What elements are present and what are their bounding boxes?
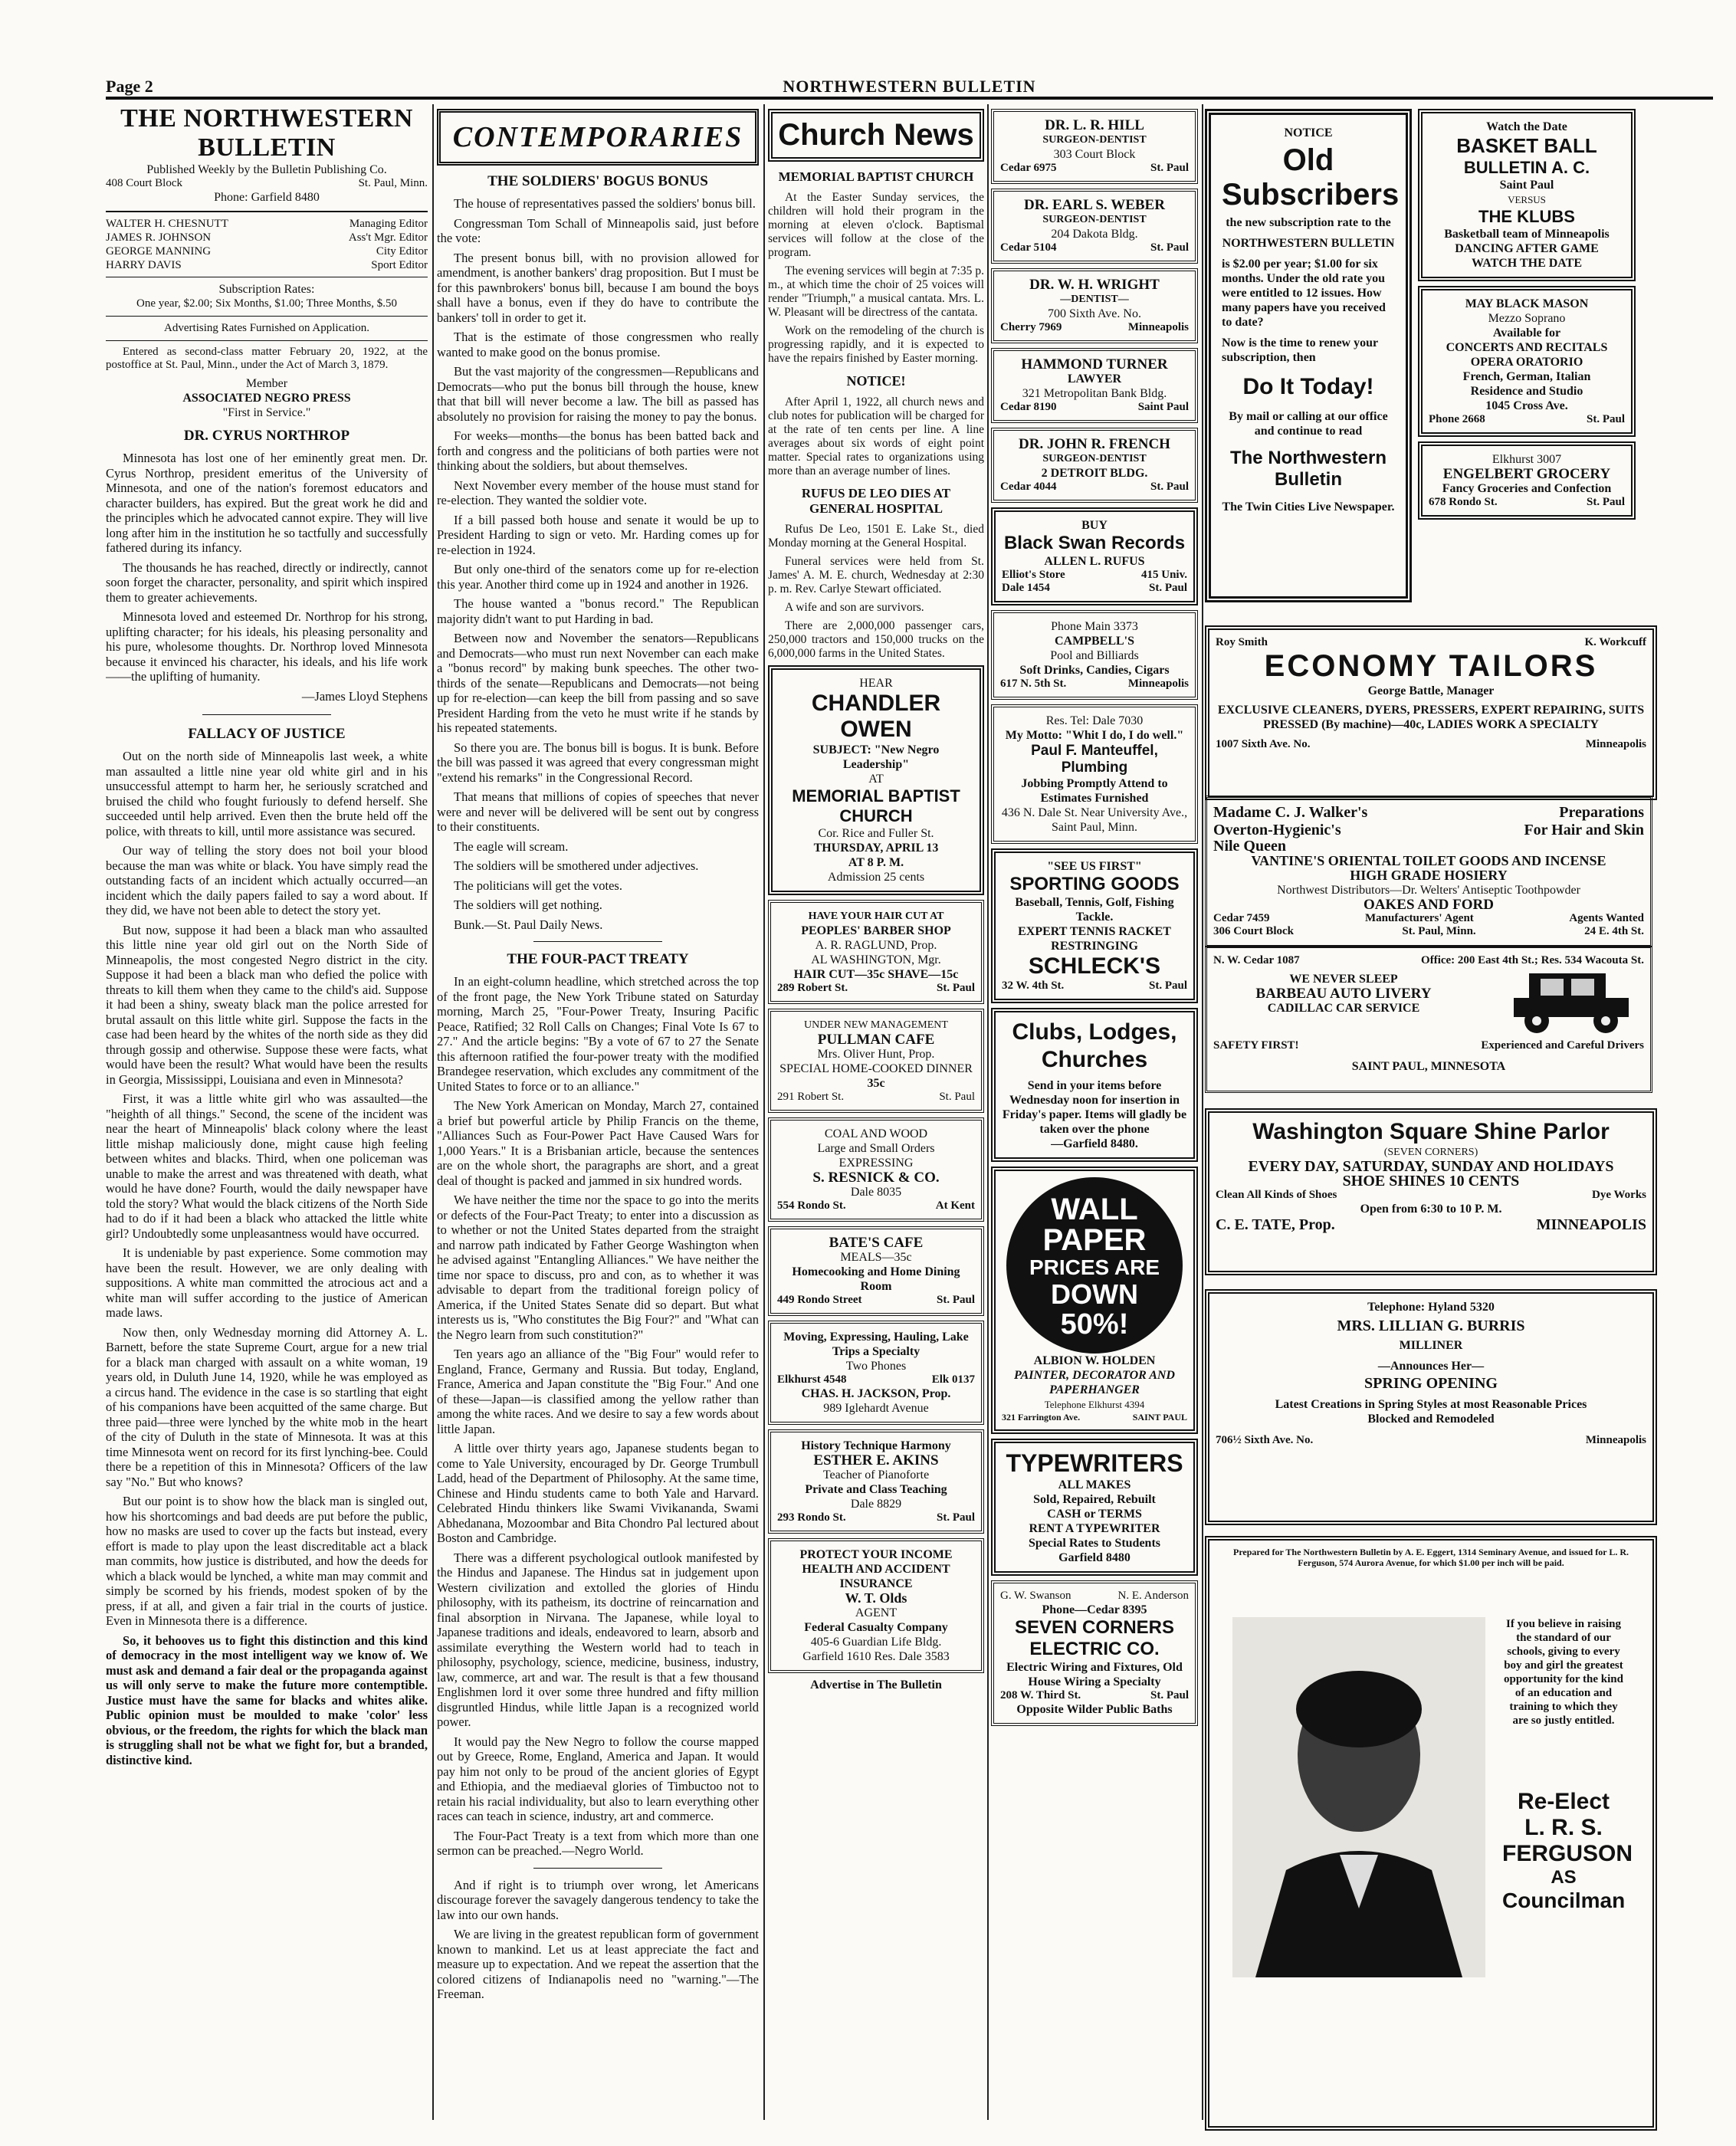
member-label: Member [245,377,288,390]
article-paragraph: But now, suppose it had been a black man who assaulted this little nine year old girl out on the North Side of Minneapolis, the most congested Negro district in the city. Suppose it had been a black man who defied the police with threats to kill them when they came to the child's aid. Suppose it had been a shiny, sweaty black man the police arrested for brutal assault on this little white girl. Suppose the facts in the case had been heard by the whites of the north side as they did through gossip and otherwise. Suppose these were facts, what would have been the result? What would have been the results in Georgia, Mississippi, Louisiana and even in Minnesota? [106,922,428,1087]
article-paragraph: We are living in the greatest republican form of government known to mankind. Let us at least appreciate the fact and measure up to expectation. And we repeat the assertion that the colored citizens of Indianapolis need no "warning."—The Freeman. [437,1927,759,2001]
masthead-title: THE NORTHWESTERN BULLETIN [120,104,413,162]
ad-typewriters: TYPEWRITERS ALL MAKES Sold, Repaired, Rebuilt CASH or TERMS RENT A TYPEWRITER Special Rates to Students Garfield 8480 [991,1439,1198,1576]
ad-wall-paper: WALL PAPER PRICES ARE DOWN 50%! ALBION W. HOLDEN PAINTER, DECORATOR AND PAPERHANGER Telephone Elkhurst 4394 321 Farrington Ave. SAINT PAUL [991,1167,1198,1434]
article-paragraph: At the Easter Sunday services, the children will hold their program in the morning at eleven o'clock. Baptismal services will follow at the close of the program. [768,191,984,259]
ad-engelbert-grocery: Elkhurst 3007 ENGELBERT GROCERY Fancy Groceries and Confection 678 Rondo St. St. Paul [1418,441,1636,520]
article-paragraph: Rufus De Leo, 1501 E. Lake St., died Monday morning at the General Hospital. [768,523,984,550]
automobile-icon [1506,967,1636,1036]
article-paragraph: It would pay the New Negro to follow the course mapped out by Greece, Rome, England, America and Japan. It would pay him not only to be proud of the ancient glories of Egypt and Ethiopia, and the mediaeval glories of Timbuctoo not to retain his racial individuality, but also to learn everything other races can teach in science, industry, art and commerce. [437,1734,759,1823]
article-paragraph: Now then, only Wednesday morning did Attorney A. L. Barnett, before the state Supreme Court, argue for a new trial for a black man charged with assault on a white woman, 19 years old, in Duluth June 14, 1920, while he was employed as a circus hand. The evidence in the case is so startling that eight of his companions have been acquitted of the same charge. But three paid—three were lynched by the white mob in the heart of the city of Duluth in the state of Minnesota. It was at this time Minnesota went on record for its first lynching-bee. Could there be a repetition of this in Minnesota? Officers of the law say "No." But who knows? [106,1324,428,1489]
ad-olds-insurance: PROTECT YOUR INCOME HEALTH AND ACCIDENT INSURANCE W. T. Olds AGENT Federal Casualty Company 405-6 Guardian Life Bldg. Garfield 1610 Res. Dale 3583 [768,1538,984,1673]
page-header [106,77,1713,97]
article-paragraph: We have neither the time nor the space to go into the merits or defects of the Four-Pact Treaty; to enter into a discussion as to whether or not the United States departed from the straight and narrow path indicated by Father George Washington when he advised against "Entangling Alliances." We have neither the time nor space to discuss, pro and con, as to whether it was advisable to depart from the traditional foreign policy of America, if the United States Senate did so depart. But what interests us is, "Who constitutes the Big Four?" and "What can the Negro learn from such constitution?" [437,1193,759,1342]
article-paragraph: Out on the north side of Minneapolis last week, a white man assaulted a little nine year old white girl and in his unsuccessful attempt to harm her, he seriously scratched and bruised the child who fought furiously to defend herself. She succeeded until help arrived. Even then the brute held off the police, with threats to kill, until more assistance was secured. [106,749,428,838]
article-paragraph: The house wanted a "bonus record." The Republican majority didn't want to put Harding in bad. [437,596,759,626]
paper-name: NORTHWESTERN BULLETIN [783,77,1036,96]
masthead-address: 408 Court Block [106,177,182,189]
ad-esther-akins: History Technique Harmony ESTHER E. AKINS Teacher of Pianoforte Private and Class Teaching Dale 8829 293 Rondo St. St. Paul [768,1429,984,1534]
article-paragraph: That means that millions of copies of speeches that never were and never will be delivered will be sent out by congress to their constituents. [437,789,759,834]
article-paragraph: After April 1, 1922, all church news and club notes for publication will be charged for at the rate of ten cents per line. A line averages about six words of eight point matter. Special rates to organizations using more than an average number of lines. [768,395,984,477]
ad-hammond-turner: HAMMOND TURNER LAWYER 321 Metropolitan Bank Bldg. Cedar 8190 Saint Paul [991,348,1198,423]
treaty-heading: THE FOUR-PACT TREATY [507,951,689,967]
article-paragraph: First, it was a little white girl who was assaulted—the "heighth of all things." Second, the scene of the incident was near the heart of Minneapolis' black colony where the least little mishap maliciously done, might cause high feeling between whites and blacks. Third, when one policeman was unable to make the arrest and was threatened with death, what would he have done? Fourth, would the daily newspaper have told the story? What would the black citizens of the North Side had to do if it had been a black who attacked the little white girl? Undoubtedly some unpleasantness would have occurred. [106,1091,428,1241]
ad-chandler-owen: HEAR CHANDLER OWEN SUBJECT: "New Negro Leadership" AT MEMORIAL BAPTIST CHURCH Cor. Rice and Fuller St. THURSDAY, APRIL 13 AT 8 P. M. Admission 25 cents [768,665,984,895]
article-paragraph: Congressman Tom Schall of Minneapolis said, just before the vote: [437,215,759,245]
notice-heading: NOTICE! [846,373,906,389]
ad-dr-hill: DR. L. R. HILL SURGEON-DENTIST 303 Court Block Cedar 6975 St. Paul [991,109,1198,184]
ad-clubs-lodges: Clubs, Lodges, Churches Send in your items before Wednesday noon for insertion in Friday's paper. Items will gladly be taken over the phone —Garfield 8480. [991,1008,1198,1162]
memorial-heading: MEMORIAL BAPTIST CHURCH [778,169,974,184]
article-paragraph: That is the estimate of those congressmen who really wanted to make good on the bonus promise. [437,330,759,359]
article-paragraph: The eagle will scream. [454,838,569,854]
article-paragraph: In an eight-column headline, which stretched across the top of the front page, the New York Tribune stated on Saturday morning, March 25, "Four-Power Treaty, Insuring Pacific Peace, Ratified; 32 Roll Calls on Changes; Final Vote Is 67 to 27." And the article begins: "By a vote of 67 to 27 the Senate this afternoon ratified the four-power treaty with the modified Brandegee reservation, which excludes any commitment of the United States to force or to an alliance." [437,974,759,1094]
northrop-heading: DR. CYRUS NORTHROP [183,428,350,444]
staff-row: JAMES R. JOHNSON Ass't Mgr. Editor [106,231,428,244]
ad-barbeau-livery: N. W. Cedar 1087 Office: 200 East 4th St.; Res. 534 Wacouta St. WE NEVER SLEEP BARBEAU AUTO LIVERY CADILLAC CAR SERVICE SAFETY FIRST! Experienced and Careful Drivers SAINT PAUL, MINNESOTA [1205,946,1652,1093]
article-paragraph: Between now and November the senators—Republicans and Democrats—who must run next November can each make a "bonus record" by making bunk speeches. The other two-thirds of the senate—Republicans and Democrats—not being up for re-election—can keep the bill from passing and so save President Harding from the veto he must write if he stands by his repeated statements. [437,631,759,735]
column-rule [432,104,434,2120]
ad-old-subscribers: NOTICE Old Subscribers the new subscription rate to the NORTHWESTERN BULLETIN is $2.00 per year; $1.00 for six months. Under the old rate you were entitled to 12 issues. How many papers have you received to date? Now is the time to renew your subscription, then Do It Today! By mail or calling at our office and continue to read The Northwestern Bulletin The Twin Cities Live Newspaper. [1205,104,1412,625]
article-paragraph: Minnesota has lost one of her eminently great men. Dr. Cyrus Northrop, president emeritus of the University of Minnesota, and one of the nation's foremost educators and character builders, has expired. But the great work he did and the principles which he advocated cannot expire. They will live long after him in the institution he so tactfully and successfully fathered during its infancy. [106,451,428,555]
article-paragraph: The evening services will begin at 7:35 p. m., at which time the choir of 25 voices will render "Triumph," a musical cantata. Mrs. L. W. Pleasant will be directress of the cantata. [768,264,984,319]
article-paragraph: The thousands he has reached, directly or indirectly, cannot soon forget the character, personality, and spirit which inspired them to greater achievements. [106,559,428,605]
article-paragraph: The politicians will get the votes. [454,878,622,893]
article-paragraph: A wife and son are survivors. [785,601,924,614]
ad-dr-french: DR. JOHN R. FRENCH SURGEON-DENTIST 2 DETROIT BLDG. Cedar 4044 St. Paul [991,428,1198,503]
article-paragraph: The house of representatives passed the soldiers' bonus bill. [454,196,756,211]
article-paragraph: The New York American on Monday, March 27, contained a brief but powerful article by Philip Francis on the theme, "Alliances Such as Four-Power Pact Have Caused Wars for 1,000 Years." It is a Brisbanian article, because the sentences are on the whole short, the paragraphs are short, and a great deal of thought is packed and jammed in six hundred words. [437,1098,759,1188]
article-paragraph: There are 2,000,000 passenger cars, 250,000 tractors and 150,000 trucks on the 6,000,000 farms in the United States. [768,619,984,660]
staff-row: HARRY DAVIS Sport Editor [106,259,428,271]
bonus-heading: THE SOLDIERS' BOGUS BONUS [487,173,708,189]
article-paragraph: The soldiers will get nothing. [454,897,602,912]
article-paragraph: A little over thirty years ago, Japanese students began to come to Yale University, encouraged by Dr. George Trumbull Ladd, head of the Department of Philosophy. At the same time, Chinese and Hindu students came to both Yale and Harvard. Celebrated Hindu thinkers like Swami Vivikananda, Swami Abhedanana, Mozoombar and Bita Chondro Pal lectured about Boston and Cambridge. [437,1441,759,1545]
contemporaries-banner [437,109,759,166]
ad-campbells: Phone Main 3373 CAMPBELL'S Pool and Billiards Soft Drinks, Candies, Cigars 617 N. 5th St. Minneapolis [991,610,1198,700]
ad-shine-parlor: Washington Square Shine Parlor (SEVEN CORNERS) EVERY DAY, SATURDAY, SUNDAY AND HOLIDAYS SHOE SHINES 10 CENTS Clean All Kinds of Shoes Dye Works Open from 6:30 to 10 P. M. C. E. TATE, Prop. MINNEAPOLIS [1205,1108,1657,1275]
ad-economy-tailors: Roy Smith K. Workcuff ECONOMY TAILORS George Battle, Manager EXCLUSIVE CLEANERS, DYERS, PRESSERS, EXPERT REPAIRING, SUITS PRESSED (By machine)—40c, LADIES WORK A SPECIALTY 1007 Sixth Ave. No. Minneapolis [1205,625,1657,800]
masthead-city: St. Paul, Minn. [358,177,428,189]
ad-bates-cafe: BATE'S CAFE MEALS—35c Homecooking and Home Dining Room 449 Rondo Street St. Paul [768,1226,984,1316]
ad-barber-shop: HAVE YOUR HAIR CUT AT PEOPLES' BARBER SHOP A. R. RAGLUND, Prop. AL WASHINGTON, Mgr. HAIR CUT—35c SHAVE—15c 289 Robert St. St. Paul [768,900,984,1004]
ad-jackson-moving: Moving, Expressing, Hauling, Lake Trips a Specialty Two Phones Elkhurst 4548 Elk 0137 CHAS. H. JACKSON, Prop. 989 Iglehardt Avenue [768,1321,984,1425]
ad-resnick: COAL AND WOOD Large and Small Orders EXPRESSING S. RESNICK & CO. Dale 8035 554 Rondo St. At Kent [768,1117,984,1222]
masthead-phone: Phone: Garfield 8480 [214,191,320,204]
article-paragraph: The present bonus bill, with no provision allowed for amendment, is another bankers' drag proposition. But I must be for this pawnbrokers' bonus bill, because I am bound the boys shall have a bonus, even if they do have to contribute the bankers' toll in order to get it. [437,250,759,325]
fallacy-heading: FALLACY OF JUSTICE [188,726,346,742]
article-paragraph: Next November every member of the house must stand for re-election. They wanted the soldier vote. [437,477,759,507]
ad-ferguson-councilman: Prepared for The Northwestern Bulletin by A. E. Eggert, 1314 Seminary Avenue, and issued for L. R. Ferguson, 574 Aurora Avenue, for which $1.00 per inch will be paid. If you believe in raising the standard of our schools, giving to every boy and girl the greatest opportunity for the kind of an education and training to which they are so justly entitled. Re-Elect L. R. S. FERGUSON AS Councilman [1205,1536,1657,2131]
advertising-note: Advertising Rates Furnished on Application. [164,322,369,334]
page-number: Page 2 [106,77,153,96]
church-news-banner [768,109,984,162]
ad-walker-preparations: Madame C. J. Walker's Preparations Overton-Hygienic's For Hair and Skin Nile Queen VANTINE'S ORIENTAL TOILET GOODS AND INCENSE HIGH GRADE HOSIERY Northwest Distributors—Dr. Welters' Antiseptic Toothpowder OAKES AND FORD Cedar 7459 Manufacturers' Agent Agents Wanted 306 Court Block St. Paul, Minn. 24 E. 4th St. [1205,796,1652,947]
ad-seven-corners-electric: G. W. Swanson N. E. Anderson Phone—Cedar 8395 SEVEN CORNERS ELECTRIC CO. Electric Wiring and Fixtures, Old House Wiring a Specialty 208 W. Third St. St. Paul Opposite Wilder Public Baths [991,1580,1198,1726]
article-paragraph: But our point is to show how the black man is singled out, how his shortcomings and bad deeds are put before the public, how no masks are used to cover up the facts but instead, every effort is made to play upon the least discreditable act a black man commits, how justice is distributed, and how the deeds for which a black would be lynched, a white man may commit and simply be scorned by his friends, modest spoken of by the press, if at all, and given a fair trial in the courts of justice. Even in Minnesota there is a difference. [106,1494,428,1628]
column-rule [987,104,989,2120]
section-title: Church News [778,118,974,152]
starburst-badge: WALL PAPER PRICES ARE DOWN 50%! [1006,1177,1183,1354]
article-paragraph: It is undeniable by past experience. Some commotion may have been the result. However, we are only dealing with suppositions. A white man committed the atrocious act and a white man will suffer according to the justice of American made laws. [106,1245,428,1320]
member-org: ASSOCIATED NEGRO PRESS [182,392,351,405]
column-right-ads [1418,104,1636,625]
ad-manteuffel: Res. Tel: Dale 7030 My Motto: "Whit I do, I do well." Paul F. Manteuffel, Plumbing Jobbing Promptly Attend to Estimates Furnished 436 N. Dale St. Near University Ave., Saint Paul, Minn. [991,704,1198,844]
ad-dr-wright: DR. W. H. WRIGHT —DENTIST— 700 Sixth Ave. No. Cherry 7969 Minneapolis [991,268,1198,343]
article-paragraph: Our way of telling the story does not boil your blood because the man was white or black. You have simply read the outstanding facts of an incident which actually occurred—an incident which the daily papers failed to say a word about. If they did, we have not been able to detect the story yet. [106,843,428,917]
ad-dr-weber: DR. EARL S. WEBER SURGEON-DENTIST 204 Dakota Bldg. Cedar 5104 St. Paul [991,189,1198,264]
article-paragraph: The Four-Pact Treaty is a text from which more than one sermon can be preached.—Negro World. [437,1828,759,1858]
article-paragraph: So there you are. The bonus bill is bogus. It is bunk. Before the bill was passed it was agreed that every congressman might "extend his remarks" in the Congressional Record. [437,740,759,785]
ad-schlecks: "SEE US FIRST" SPORTING GOODS Baseball, Tennis, Golf, Fishing Tackle. EXPERT TENNIS RACKET RESTRINGING SCHLECK'S 32 W. 4th St. St. Paul [991,848,1198,1003]
rufus-heading: RUFUS DE LEO DIES AT GENERAL HOSPITAL [801,486,951,516]
staff-row: GEORGE MANNING City Editor [106,245,428,258]
header-rule [106,97,1713,100]
article-paragraph: The soldiers will be smothered under adjectives. [454,858,699,873]
member-motto: "First in Service." [222,406,311,419]
ad-basketball: Watch the Date BASKET BALL BULLETIN A. C. Saint Paul VERSUS THE KLUBS Basketball team of Minneapolis DANCING AFTER GAME WATCH THE DATE [1418,109,1636,281]
article-paragraph: Funeral services were held from St. James' A. M. E. church, Wednesday at 2:30 p. m. Rev. Carlye Stewart officiated. [768,555,984,596]
rates: One year, $2.00; Six Months, $1.00; Three Months, $.50 [136,297,397,310]
article-paragraph: And if right is to triumph over wrong, let Americans discourage forever the savagely dangerous tendency to take the law into our own hands. [437,1877,759,1922]
staff-row: WALTER H. CHESNUTT Managing Editor [106,218,428,230]
column-directory [991,104,1198,2120]
article-paragraph: For weeks—months—the bonus has been batted back and forth and congress and the politicians of both parties were not thinking about the soldiers, but about themselves. [437,428,759,473]
article-paragraph: There was a different psychological outlook manifested by the Hindus and Japanese. The Hindus sat in judgement upon Western civilization and extolled the glories of Hindu philosophy, with its patheism, its doctrine of reincarnation and final absorption in Nirvana. The Japanese, while loyal to Japanese traditions and ideals, endeavored to learn, absorb and assimilate everything the Western world had to teach in philosophy, psychology, science, medicine, business, industry, law, commerce, art and war. The result is that a few thousand Englishmen lord it over some three hundred and fifty million disgruntled Hindus, while little Japan is a recognized world power. [437,1550,759,1729]
ad-burris-milliner: Telephone: Hyland 5320 MRS. LILLIAN G. BURRIS MILLINER —Announces Her— SPRING OPENING Latest Creations in Spring Styles at most Reasonable Prices Blocked and Remodeled 706½ Sixth Ave. No. Minneapolis [1205,1289,1657,1525]
article-paragraph: Ten years ago an alliance of the "Big Four" would refer to England, France, Germany and Russia. But today, England, France, America and Japan constitute the "Big Four." And one of these—Japan—is classified among the yellow rather than among the white races. And we desire to say a few words about little Japan. [437,1347,759,1436]
ad-black-swan: BUY Black Swan Records ALLEN L. RUFUS Elliot's Store 415 Univ. Dale 1454 St. Paul [991,507,1198,605]
rates-title: Subscription Rates: [218,283,315,296]
advertise-footer: Advertise in The Bulletin [810,1678,942,1692]
ferguson-portrait [1232,1617,1485,1977]
ad-may-black-mason: MAY BLACK MASON Mezzo Soprano Available for CONCERTS AND RECITALS OPERA ORATORIO French, German, Italian Residence and Studio 1045 Cross Ave. Phone 2668 St. Paul [1418,286,1636,437]
article-paragraph: If a bill passed both house and senate it would be up to President Harding to sign or veto. Mr. Harding comes up for re-election in 1924. [437,512,759,557]
article-paragraph: Bunk.—St. Paul Daily News. [454,917,603,932]
entered-note: Entered as second-class matter February 20, 1922, at the postoffice at St. Paul, Minn., under the Act of March 3, 1879. [106,346,428,371]
signature: —James Lloyd Stephens [301,688,428,704]
article-paragraph: Work on the remodeling of the church is progressing rapidly, and it is expected to have the repairs finished by Easter morning. [768,324,984,365]
article-paragraph: But only one-third of the senators come up for re-election this year. Another third come up in 1924 and another in 1926. [437,562,759,592]
ad-pullman-cafe: UNDER NEW MANAGEMENT PULLMAN CAFE Mrs. Oliver Hunt, Prop. SPECIAL HOME-COOKED DINNER 35c 291 Robert St. St. Paul [768,1009,984,1113]
column-rule [763,104,765,2120]
column-editorial [106,104,428,2120]
column-rule [1202,104,1203,2120]
staff-list [106,217,428,272]
article-paragraph: Minnesota loved and esteemed Dr. Northrop for his strong, uplifting character; for his ideals, his pleasing personality and his pure, wholesome thoughts. Dr. Northrop loved Minnesota because it envinced his character, his ideals, and his life work——the uplifting of humanity. [106,609,428,684]
section-title: CONTEMPORARIES [452,121,743,153]
column-church-news [768,104,984,2120]
article-paragraph: So, it behooves us to fight this distinction and this kind of democracy in the most intelligent way we know of. We must ask and demand a fair deal or the propaganda against us will only serve to make the future more contemptible. Justice must have the same for blacks and whites alike. Public opinion must be moulded to make 'color' less obvious, or the freedom, the rights for which the black man is struggling shall not be what we fight for, but a branded, distinctive kind. [106,1632,428,1767]
article-paragraph: But the vast majority of the congressmen—Republicans and Democrats—who put the bonus bill through the house, knew that that bill will never become a law. The bill as passed has absolutely no provision for raising the money to pay the bonus. [437,364,759,424]
column-contemporaries [437,104,759,2120]
publisher-line: Published Weekly by the Bulletin Publishing Co. [146,163,387,176]
